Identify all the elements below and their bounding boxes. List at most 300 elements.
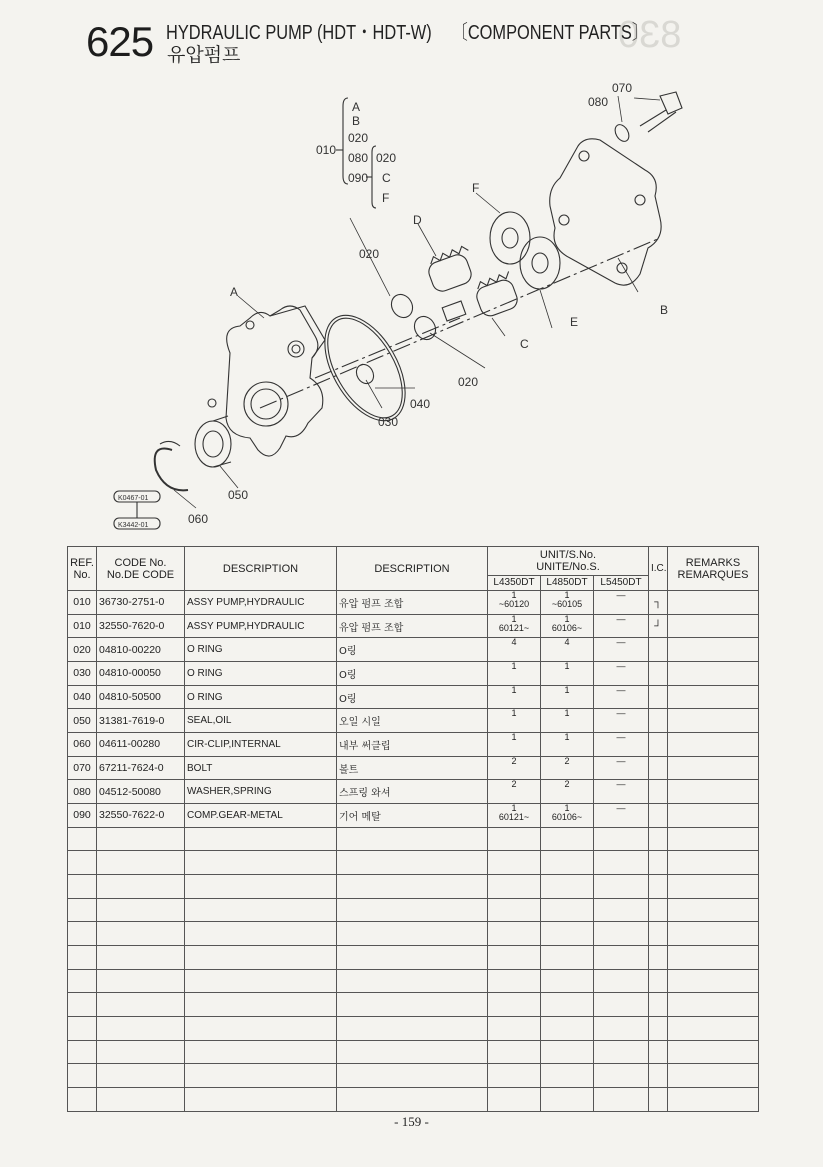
empty-cell <box>68 1064 97 1088</box>
empty-cell <box>594 922 649 946</box>
label-030: 030 <box>378 415 399 429</box>
table-row <box>68 662 759 686</box>
description-cell: O RING <box>185 685 337 709</box>
qty-line: 1 <box>511 803 517 814</box>
description-kr-cell: 스프링 와셔 <box>337 780 488 804</box>
empty-row <box>68 993 759 1017</box>
empty-cell <box>594 898 649 922</box>
empty-cell <box>97 898 185 922</box>
empty-cell <box>68 851 97 875</box>
qty-line: — <box>616 590 626 600</box>
ic-cell: ┐ <box>649 591 668 615</box>
empty-cell <box>668 827 759 851</box>
col-description: DESCRIPTION <box>185 547 337 591</box>
empty-row <box>68 1040 759 1064</box>
label-k0467: K0467-01 <box>118 495 149 502</box>
description-cell: WASHER,SPRING <box>185 780 337 804</box>
empty-cell <box>337 946 488 970</box>
ic-cell <box>649 662 668 686</box>
empty-cell <box>185 1017 337 1041</box>
code-cell: 67211-7624-0 <box>97 756 185 780</box>
empty-cell <box>337 898 488 922</box>
label-group-b: B <box>352 114 361 128</box>
qty-cell-q2 <box>541 638 594 662</box>
parts-table <box>67 546 759 1112</box>
empty-cell <box>668 922 759 946</box>
qty-cell-q1 <box>488 804 541 828</box>
empty-cell <box>68 1017 97 1041</box>
ref-cell: 010 <box>68 591 97 615</box>
empty-cell <box>97 922 185 946</box>
label-b: B <box>660 303 669 317</box>
col-ic: I.C. <box>649 547 668 591</box>
qty-line: 1 <box>511 708 517 719</box>
ref-cell: 020 <box>68 638 97 662</box>
label-k3442: K3442-01 <box>118 522 149 529</box>
description-cell: CIR-CLIP,INTERNAL <box>185 733 337 757</box>
empty-cell <box>541 1040 594 1064</box>
qty-cell-q1 <box>488 591 541 615</box>
empty-cell <box>541 969 594 993</box>
empty-cell <box>541 946 594 970</box>
gear-c <box>474 277 520 318</box>
qty-line: 1 <box>564 590 570 600</box>
empty-cell <box>594 851 649 875</box>
qty-line: 2 <box>511 756 517 766</box>
qty-cell-q1 <box>488 685 541 709</box>
empty-cell <box>668 946 759 970</box>
empty-cell <box>594 827 649 851</box>
remarks-cell <box>668 804 759 828</box>
qty-line: 1 <box>564 661 570 672</box>
qty-line: — <box>616 685 626 695</box>
empty-cell <box>594 1088 649 1112</box>
empty-cell <box>649 875 668 899</box>
code-cell: 04810-00220 <box>97 638 185 662</box>
empty-cell <box>97 1040 185 1064</box>
pump-body <box>226 306 323 456</box>
empty-cell <box>185 1088 337 1112</box>
empty-cell <box>541 1064 594 1088</box>
empty-cell <box>68 898 97 922</box>
col-model-l4850dt: L4850DT <box>541 576 594 591</box>
empty-cell <box>185 1064 337 1088</box>
table-row <box>68 733 759 757</box>
empty-cell <box>185 827 337 851</box>
qty-line: 1 <box>564 708 570 719</box>
qty-cell-q3 <box>594 638 649 662</box>
ic-cell: ┘ <box>649 614 668 638</box>
table-row <box>68 756 759 780</box>
empty-cell <box>649 1040 668 1064</box>
empty-cell <box>649 851 668 875</box>
empty-row <box>68 1017 759 1041</box>
empty-cell <box>541 898 594 922</box>
col-model-l4350dt: L4350DT <box>488 576 541 591</box>
description-kr-cell: 유압 펌프 조합 <box>337 591 488 615</box>
description-cell: SEAL,OIL <box>185 709 337 733</box>
qty-cell-q1 <box>488 780 541 804</box>
empty-row <box>68 946 759 970</box>
empty-cell <box>337 1088 488 1112</box>
description-cell: BOLT <box>185 756 337 780</box>
qty-line: 4 <box>564 637 570 648</box>
ic-cell <box>649 733 668 757</box>
empty-cell <box>97 969 185 993</box>
empty-cell <box>68 969 97 993</box>
qty-cell-q2 <box>541 614 594 638</box>
qty-line: ~60120 <box>498 599 530 609</box>
empty-cell <box>488 898 541 922</box>
qty-line: 1 <box>511 661 517 672</box>
label-020a: 020 <box>359 247 380 261</box>
label-group-090: 090 <box>348 171 369 185</box>
qty-cell-q2 <box>541 780 594 804</box>
description-kr-cell: O링 <box>337 662 488 686</box>
label-group-a: A <box>352 100 361 114</box>
qty-line: — <box>616 661 626 672</box>
qty-cell-q2 <box>541 733 594 757</box>
remarks-cell <box>668 591 759 615</box>
qty-cell-q3 <box>594 685 649 709</box>
label-c: C <box>520 337 529 351</box>
qty-line: 1 <box>511 614 517 624</box>
qty-line: 1 <box>564 732 570 743</box>
label-group2-020: 020 <box>376 151 397 165</box>
ref-cell: 010 <box>68 614 97 638</box>
empty-cell <box>68 922 97 946</box>
qty-line: — <box>616 779 626 790</box>
col-description-kr: DESCRIPTION <box>337 547 488 591</box>
label-a: A <box>230 285 239 299</box>
col-model-l5450dt: L5450DT <box>594 576 649 591</box>
qty-line: — <box>616 756 626 766</box>
description-cell: ASSY PUMP,HYDRAULIC <box>185 591 337 615</box>
empty-cell <box>97 946 185 970</box>
empty-cell <box>97 1088 185 1112</box>
title-tag: 〔COMPONENT PARTS〕 <box>451 22 649 44</box>
empty-cell <box>488 1040 541 1064</box>
empty-cell <box>668 851 759 875</box>
empty-cell <box>337 827 488 851</box>
qty-line: 2 <box>564 779 570 790</box>
ref-cell: 060 <box>68 733 97 757</box>
ic-cell <box>649 756 668 780</box>
empty-cell <box>488 946 541 970</box>
remarks-cell <box>668 662 759 686</box>
qty-line: 1 <box>511 732 517 743</box>
description-cell: COMP.GEAR-METAL <box>185 804 337 828</box>
label-e: E <box>570 315 579 329</box>
empty-cell <box>594 946 649 970</box>
qty-cell-q2 <box>541 662 594 686</box>
bushing-e <box>520 237 560 289</box>
qty-line: 60106~ <box>551 622 583 633</box>
empty-cell <box>668 875 759 899</box>
empty-cell <box>649 827 668 851</box>
o-ring-020a <box>387 291 416 322</box>
empty-row <box>68 969 759 993</box>
qty-cell-q2 <box>541 804 594 828</box>
empty-cell <box>541 851 594 875</box>
code-cell: 04611-00280 <box>97 733 185 757</box>
o-ring-020b <box>410 313 439 344</box>
table-row <box>68 614 759 638</box>
qty-cell-q2 <box>541 591 594 615</box>
remarks-cell <box>668 685 759 709</box>
empty-cell <box>541 827 594 851</box>
qty-line: — <box>616 637 626 648</box>
description-kr-cell: 유압 펌프 조합 <box>337 614 488 638</box>
empty-cell <box>488 922 541 946</box>
qty-cell-q3 <box>594 733 649 757</box>
qty-cell-q1 <box>488 614 541 638</box>
empty-cell <box>488 1088 541 1112</box>
empty-cell <box>97 993 185 1017</box>
qty-cell-q3 <box>594 804 649 828</box>
empty-cell <box>488 969 541 993</box>
empty-cell <box>541 875 594 899</box>
description-cell: ASSY PUMP,HYDRAULIC <box>185 614 337 638</box>
section-number: 625 <box>86 18 154 65</box>
label-070: 070 <box>612 81 633 95</box>
empty-cell <box>185 969 337 993</box>
empty-cell <box>337 922 488 946</box>
ref-cell: 070 <box>68 756 97 780</box>
empty-cell <box>649 969 668 993</box>
empty-cell <box>649 946 668 970</box>
empty-cell <box>337 1040 488 1064</box>
qty-line: — <box>616 614 626 624</box>
circlip <box>155 449 188 491</box>
label-f: F <box>472 181 480 195</box>
empty-cell <box>337 993 488 1017</box>
bushing-f <box>490 212 530 264</box>
empty-cell <box>668 993 759 1017</box>
remarks-cell <box>668 614 759 638</box>
empty-cell <box>541 1017 594 1041</box>
code-cell: 04512-50080 <box>97 780 185 804</box>
code-cell: 36730-2751-0 <box>97 591 185 615</box>
empty-cell <box>185 946 337 970</box>
empty-cell <box>97 875 185 899</box>
spring-washer <box>612 122 631 144</box>
description-kr-cell: 기어 메탈 <box>337 804 488 828</box>
empty-cell <box>541 922 594 946</box>
port-hole <box>288 341 304 357</box>
qty-cell-q3 <box>594 709 649 733</box>
qty-cell-q2 <box>541 756 594 780</box>
qty-line: — <box>616 803 626 814</box>
empty-cell <box>668 969 759 993</box>
remarks-cell <box>668 709 759 733</box>
empty-cell <box>337 1017 488 1041</box>
empty-cell <box>68 993 97 1017</box>
qty-line: 60106~ <box>551 812 583 823</box>
label-group-020: 020 <box>348 131 369 145</box>
table-row <box>68 591 759 615</box>
empty-row <box>68 1088 759 1112</box>
col-remarks: REMARKS REMARQUES <box>668 547 759 591</box>
empty-cell <box>649 1088 668 1112</box>
label-020b: 020 <box>458 375 479 389</box>
code-cell: 32550-7622-0 <box>97 804 185 828</box>
label-group-080: 080 <box>348 151 369 165</box>
qty-line: 1 <box>564 685 570 695</box>
table-row <box>68 685 759 709</box>
empty-cell <box>668 1040 759 1064</box>
empty-cell <box>185 1040 337 1064</box>
empty-cell <box>594 1017 649 1041</box>
ref-cell: 030 <box>68 662 97 686</box>
code-cell: 31381-7619-0 <box>97 709 185 733</box>
qty-cell-q3 <box>594 591 649 615</box>
empty-cell <box>337 851 488 875</box>
empty-cell <box>594 1064 649 1088</box>
empty-cell <box>668 898 759 922</box>
empty-cell <box>649 898 668 922</box>
qty-cell-q3 <box>594 780 649 804</box>
qty-line: 2 <box>564 756 570 766</box>
empty-row <box>68 875 759 899</box>
exploded-parts-diagram <box>100 78 720 538</box>
qty-cell-q2 <box>541 685 594 709</box>
empty-cell <box>541 993 594 1017</box>
bleed-through-number: 830 <box>618 14 682 56</box>
remarks-cell <box>668 756 759 780</box>
ic-cell <box>649 780 668 804</box>
empty-row <box>68 1064 759 1088</box>
label-080: 080 <box>588 95 609 109</box>
qty-line: 1 <box>564 803 570 814</box>
label-050: 050 <box>228 488 249 502</box>
table-row <box>68 780 759 804</box>
label-d: D <box>413 213 422 227</box>
empty-cell <box>594 1040 649 1064</box>
label-group-f: F <box>382 191 390 205</box>
empty-row <box>68 827 759 851</box>
label-060: 060 <box>188 512 209 526</box>
empty-cell <box>668 1064 759 1088</box>
empty-cell <box>97 1064 185 1088</box>
empty-cell <box>185 993 337 1017</box>
empty-cell <box>68 827 97 851</box>
empty-cell <box>668 1088 759 1112</box>
empty-cell <box>488 1017 541 1041</box>
o-ring-040 <box>308 302 421 434</box>
col-code: CODE No. No.DE CODE <box>97 547 185 591</box>
empty-cell <box>68 1088 97 1112</box>
description-kr-cell: O링 <box>337 638 488 662</box>
empty-cell <box>594 875 649 899</box>
qty-line: — <box>616 708 626 719</box>
empty-cell <box>594 993 649 1017</box>
empty-cell <box>337 875 488 899</box>
o-ring-030 <box>353 361 377 386</box>
col-unit: UNIT/S.No. UNITE/No.S. <box>488 547 649 576</box>
code-cell: 04810-50500 <box>97 685 185 709</box>
col-ref: REF. No. <box>68 547 97 591</box>
qty-cell-q3 <box>594 756 649 780</box>
code-cell: 04810-00050 <box>97 662 185 686</box>
title-english: HYDRAULIC PUMP (HDT・HDT-W) <box>166 22 432 44</box>
pump-cover <box>550 139 661 285</box>
description-kr-cell: 내부 써클립 <box>337 733 488 757</box>
table-row <box>68 709 759 733</box>
page-number: - 159 - <box>394 1114 429 1129</box>
empty-cell <box>97 827 185 851</box>
empty-cell <box>185 875 337 899</box>
empty-cell <box>649 993 668 1017</box>
table-row <box>68 638 759 662</box>
description-cell: O RING <box>185 662 337 686</box>
empty-cell <box>594 969 649 993</box>
ref-cell: 050 <box>68 709 97 733</box>
qty-line: 1 <box>511 685 517 695</box>
qty-cell-q3 <box>594 614 649 638</box>
qty-line: 4 <box>511 637 517 648</box>
description-kr-cell: 볼트 <box>337 756 488 780</box>
ref-cell: 040 <box>68 685 97 709</box>
qty-line: 60121~ <box>498 812 530 823</box>
label-010: 010 <box>316 143 337 157</box>
qty-cell-q1 <box>488 733 541 757</box>
empty-cell <box>649 922 668 946</box>
qty-line: 2 <box>511 779 517 790</box>
code-cell: 32550-7620-0 <box>97 614 185 638</box>
qty-line: 60121~ <box>498 622 530 633</box>
empty-cell <box>488 827 541 851</box>
ref-cell: 090 <box>68 804 97 828</box>
ic-cell <box>649 709 668 733</box>
empty-cell <box>68 946 97 970</box>
qty-cell-q1 <box>488 756 541 780</box>
ic-cell <box>649 685 668 709</box>
empty-cell <box>97 1017 185 1041</box>
remarks-cell <box>668 733 759 757</box>
empty-cell <box>337 969 488 993</box>
remarks-cell <box>668 638 759 662</box>
empty-cell <box>185 922 337 946</box>
bolt-head <box>660 92 682 114</box>
label-040: 040 <box>410 397 431 411</box>
empty-cell <box>185 898 337 922</box>
remarks-cell <box>668 780 759 804</box>
qty-line: 1 <box>511 590 517 600</box>
ic-cell <box>649 638 668 662</box>
empty-row <box>68 898 759 922</box>
label-group-c: C <box>382 171 391 185</box>
table-row <box>68 804 759 828</box>
qty-line: 1 <box>564 614 570 624</box>
qty-line: ~60105 <box>551 599 583 609</box>
qty-cell-q1 <box>488 709 541 733</box>
empty-cell <box>649 1064 668 1088</box>
ic-cell <box>649 804 668 828</box>
empty-cell <box>488 993 541 1017</box>
qty-cell-q2 <box>541 709 594 733</box>
empty-cell <box>488 875 541 899</box>
qty-cell-q1 <box>488 638 541 662</box>
empty-row <box>68 922 759 946</box>
oil-seal <box>195 421 231 467</box>
empty-cell <box>541 1088 594 1112</box>
empty-cell <box>68 1040 97 1064</box>
qty-cell-q1 <box>488 662 541 686</box>
empty-cell <box>97 851 185 875</box>
description-kr-cell: 오일 시일 <box>337 709 488 733</box>
qty-line: — <box>616 732 626 743</box>
